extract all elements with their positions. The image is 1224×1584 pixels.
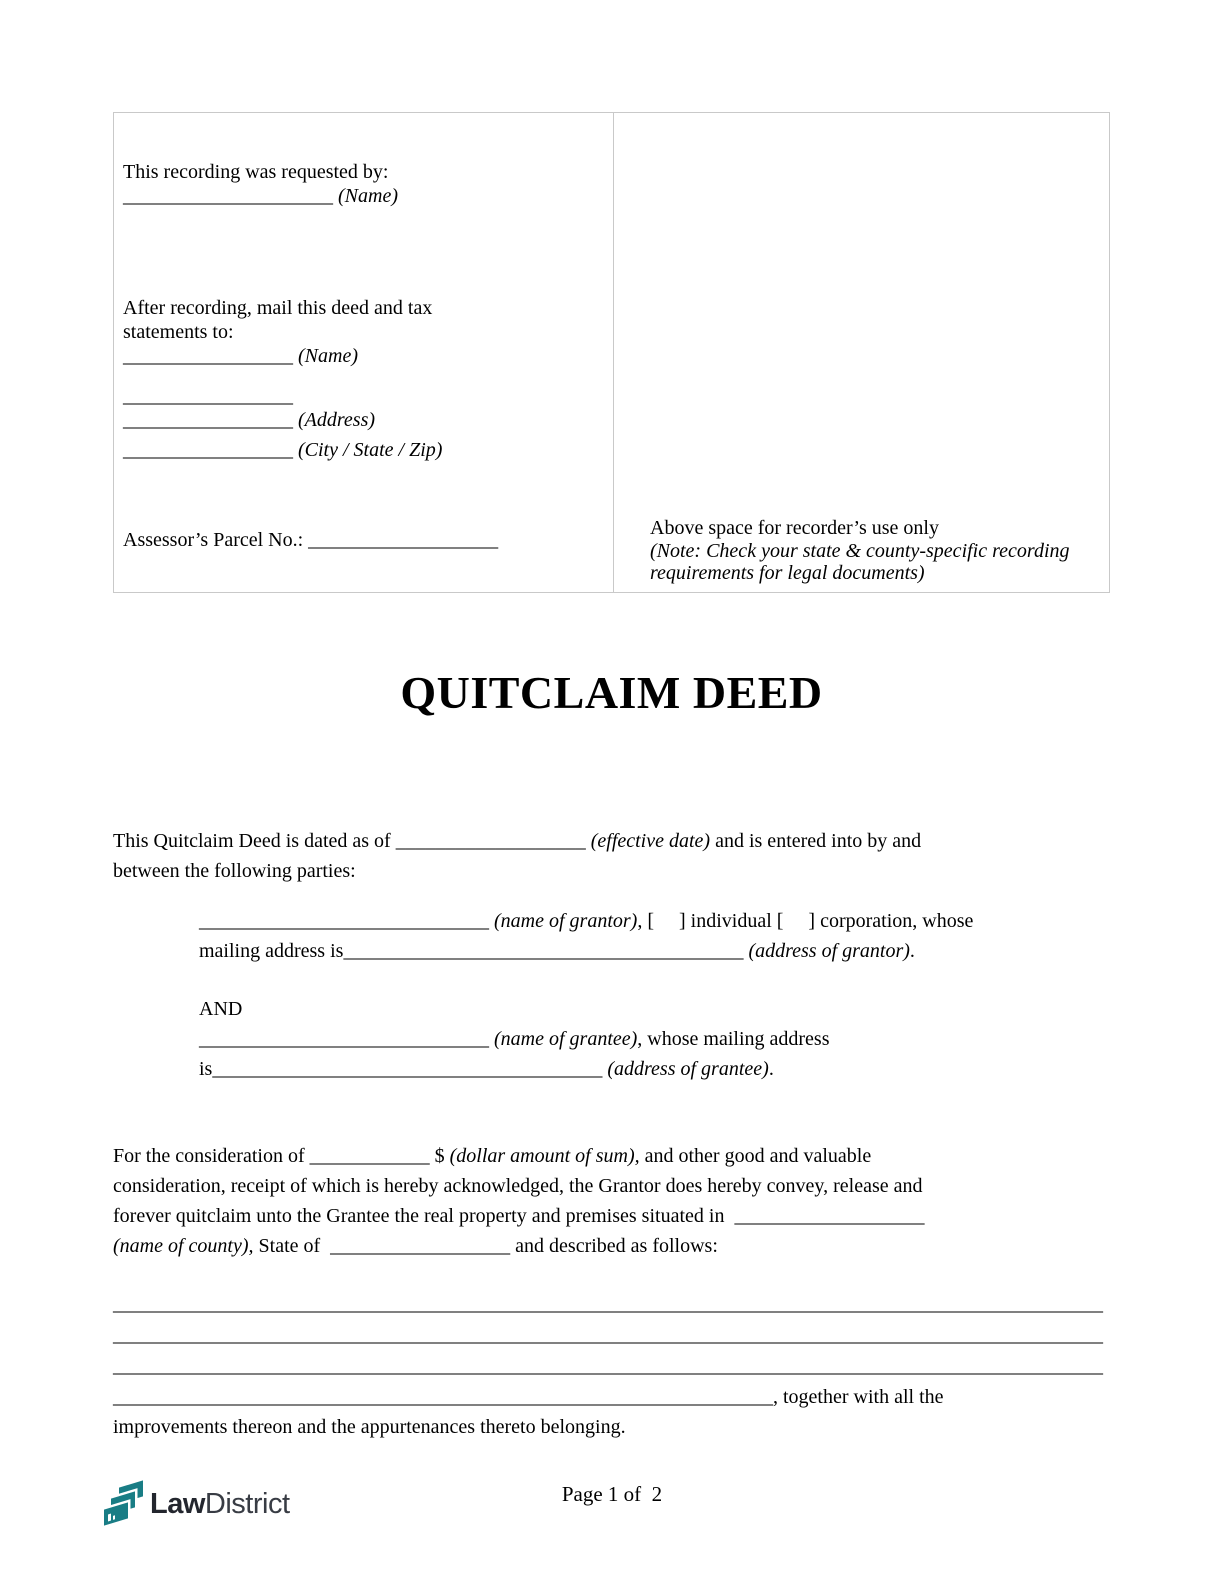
blank-field[interactable]: _________________ (123, 439, 293, 461)
text-segment: , together with all the (773, 1386, 944, 1408)
intro-line2 (113, 856, 1110, 886)
grantor-line1 (199, 906, 1110, 936)
text-segment: and other good and valuable (639, 1145, 872, 1167)
blank-field[interactable]: ________________________________________ (343, 940, 744, 962)
consideration-line4 (113, 1231, 1110, 1261)
text-segment: $ (429, 1145, 450, 1167)
text-segment: mailing address is (199, 940, 344, 962)
blank-field[interactable]: _____________________ (123, 185, 333, 207)
recording-note-line1: (Note: Check your state & county-specific recording (650, 540, 1070, 562)
hint-text: (dollar amount of sum), (449, 1145, 640, 1167)
blank-field[interactable]: ___________________ (734, 1205, 925, 1227)
text-segment: , [ ] individual [ ] corporation, whose (637, 910, 974, 932)
city-state-zip-line (123, 438, 603, 462)
consideration-line2 (113, 1171, 1110, 1201)
logo-card-mark (113, 1515, 116, 1520)
text-segment: This Quitclaim Deed is dated as of (113, 830, 396, 852)
assessor-parcel-line (123, 528, 603, 552)
blank-field[interactable]: _________________ (123, 345, 293, 367)
mail-label-line1: After recording, mail this deed and tax (123, 297, 433, 319)
blank-field[interactable]: ___________________ (395, 830, 586, 852)
address-line (123, 408, 603, 432)
consideration-line3 (113, 1201, 1110, 1231)
grantee-line1 (199, 1024, 1110, 1054)
lawdistrict-logo-icon (103, 1480, 145, 1528)
address-extra-line (123, 384, 603, 408)
above-space-label: Above space for recorder’s use only (650, 517, 939, 539)
hint-text: (City / State / Zip) (298, 439, 443, 461)
grantor-line2 (199, 936, 1110, 966)
mail-label-line2: statements to: (123, 321, 234, 343)
and-conjunction: AND (199, 998, 243, 1020)
consideration-paragraph (113, 1141, 1110, 1261)
text-segment: . (909, 940, 915, 962)
text-segment: is (199, 1058, 213, 1080)
grantor-clause (199, 906, 1110, 966)
text-segment: State of (253, 1235, 331, 1257)
blank-field[interactable]: ___________________ (308, 529, 499, 551)
hint-text: (address of grantor) (748, 940, 910, 962)
page-footer (0, 1478, 1224, 1548)
blank-field[interactable]: _____________________________ (199, 1028, 489, 1050)
hint-text: (address of grantee) (607, 1058, 769, 1080)
description-line[interactable]: ___________________________________________________________________________________________________ (113, 1355, 1103, 1377)
blank-field[interactable]: _____________________________ (199, 910, 489, 932)
grantee-clause (199, 1024, 1110, 1084)
recorder-box-left-column (114, 113, 613, 592)
recorder-info-box (113, 112, 1110, 593)
text-segment: , whose mailing address (637, 1028, 830, 1050)
text-segment: . (768, 1058, 774, 1080)
page-title: QUITCLAIM DEED (400, 667, 823, 718)
hint-text: (name of grantee) (494, 1028, 638, 1050)
text-segment: consideration, receipt of which is hereby acknowledged, the Grantor does hereby convey, release and (113, 1175, 923, 1197)
hint-text: (Address) (298, 409, 376, 431)
lawdistrict-logo (103, 1480, 290, 1528)
hint-text: (effective date) (590, 830, 711, 852)
mail-name-line (123, 344, 603, 368)
blank-field[interactable]: _________________ (123, 409, 293, 431)
requested-by-line (123, 184, 603, 208)
hint-text: (Name) (298, 345, 358, 367)
recording-note-line2: requirements for legal documents) (650, 562, 925, 584)
text-segment: Assessor’s Parcel No.: (123, 529, 309, 551)
consideration-line1 (113, 1141, 1110, 1171)
text-segment: between the following parties: (113, 860, 356, 882)
intro-paragraph (113, 826, 1110, 886)
text-segment: and described as follows: (510, 1235, 718, 1257)
blank-field[interactable]: __________________________________________________________________ (113, 1386, 773, 1408)
description-line[interactable]: ___________________________________________________________________________________________________ (113, 1293, 1103, 1315)
blank-field[interactable]: _______________________________________ (212, 1058, 603, 1080)
text-segment: and is entered into by and (710, 830, 922, 852)
logo-text-district: District (204, 1487, 290, 1520)
grantee-line2 (199, 1054, 1110, 1084)
description-last-line: improvements thereon and the appurtenances thereto belonging. (113, 1416, 626, 1438)
requested-by-label: This recording was requested by: (123, 161, 389, 183)
intro-line1 (113, 826, 1110, 856)
description-tail-line (113, 1382, 1110, 1412)
hint-text: (name of county), (113, 1235, 254, 1257)
blank-field[interactable]: __________________ (330, 1235, 511, 1257)
page-number: Page 1 of 2 (561, 1482, 663, 1506)
text-segment: forever quitclaim unto the Grantee the real property and premises situated in (113, 1205, 735, 1227)
description-line[interactable]: ___________________________________________________________________________________________________ (113, 1324, 1103, 1346)
hint-text: (Name) (338, 185, 398, 207)
hint-text: (name of grantor) (494, 910, 638, 932)
recorder-box-right-column (613, 113, 1109, 592)
text-segment: For the consideration of (113, 1145, 310, 1167)
blank-field[interactable]: ____________ (309, 1145, 430, 1167)
legal-description-section (113, 1289, 1110, 1442)
blank-field[interactable]: _________________ (123, 385, 293, 407)
logo-card-shape (104, 1502, 128, 1525)
logo-card-mark (108, 1514, 111, 1522)
logo-text-law: Law (150, 1487, 205, 1520)
